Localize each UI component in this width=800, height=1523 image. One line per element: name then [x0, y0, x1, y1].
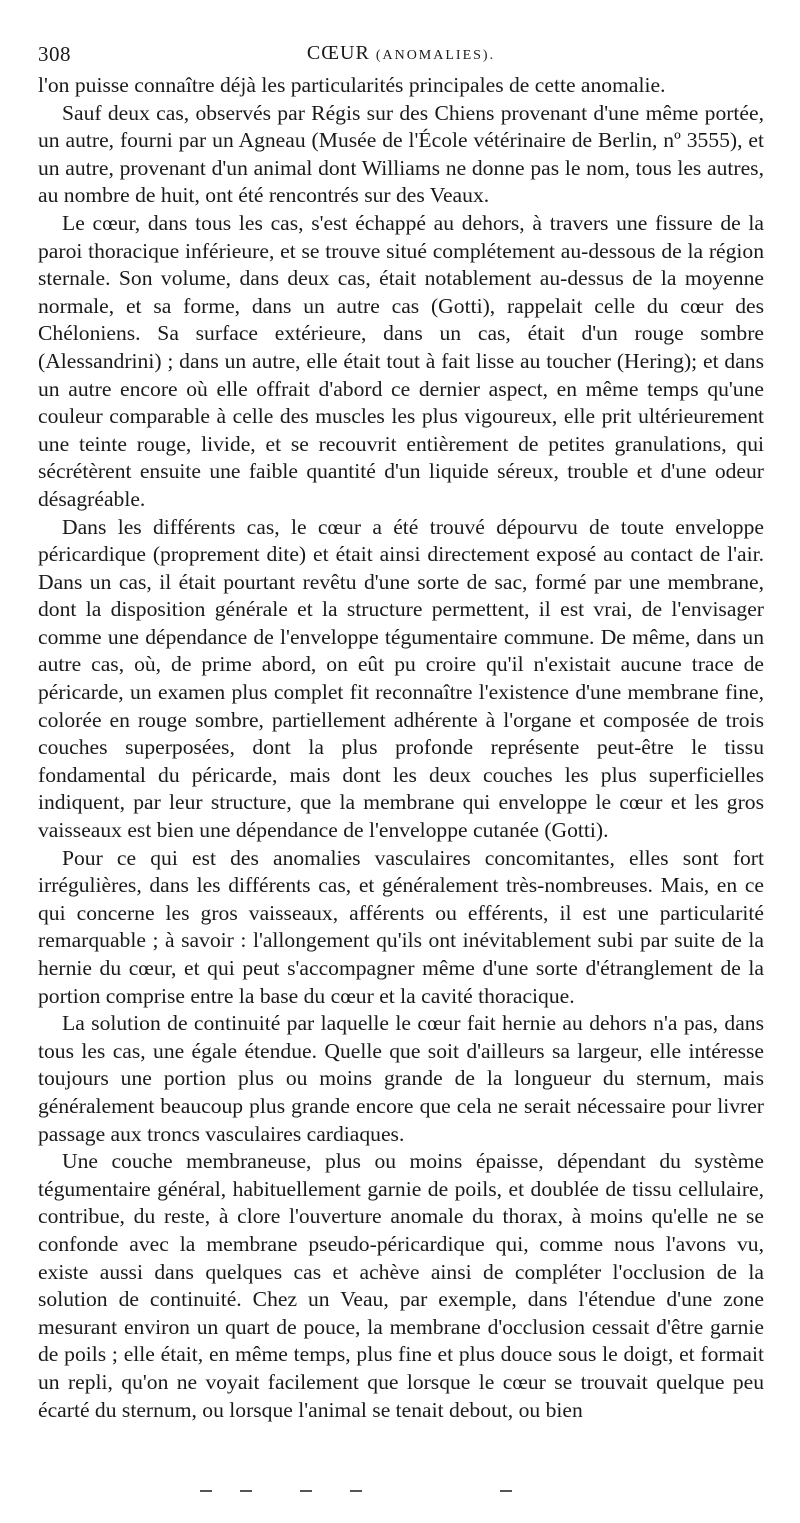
- paragraph-6: La solution de continuité par laquelle le cœur fait hernie au dehors n'a pas, dans tous les cas, une égale étendue. Quelle que soit d'ailleurs sa largeur, elle intéresse toujours une portion plus ou moins grande de la longueur du sternum, mais généralement beaucoup plus grande encore que cela ne serait nécessaire pour livrer passage aux troncs vasculaires cardiaques.: [38, 1011, 764, 1146]
- running-title-main: CŒUR: [306, 42, 370, 64]
- paragraph-4: Dans les différents cas, le cœur a été trouvé dépourvu de toute enveloppe péricardique (proprement dite) et était ainsi directement exposé au contact de l'air. Dans un cas, il était pourtant revêtu d'une sorte de sac, formé par une membrane, dont la disposition générale et la structure permettent, il est vrai, de l'envisager comme une dépendance de l'enveloppe tégumentaire commune. De même, dans un autre cas, où, de prime abord, on eût pu croire qu'il n'existait aucune trace de péricarde, un examen plus complet fit reconnaître l'existence d'une membrane fine, colorée en rouge sombre, partiellement adhérente à l'organe et composée de trois couches superposées, dont la plus profonde représente peut-être le tissu fondamental du péricarde, mais dont les deux couches les plus superficielles indiquent, par leur structure, que la membrane qui enveloppe le cœur et les gros vaisseaux est bien une dépendance de l'enveloppe cutanée (Gotti).: [38, 514, 764, 843]
- footer-print-marks: [200, 1490, 600, 1496]
- page-header: [38, 0, 764, 72]
- paragraph-7: Une couche membraneuse, plus ou moins épaisse, dépendant du système tégumentaire général, habituellement garnie de poils, et doublée de tissu cellulaire, contribue, du reste, à clore l'ouverture anomale du thorax, à moins qu'elle ne se confonde avec la membrane pseudo-péricardique qui, comme nous l'avons vu, existe aussi dans quelques cas et achève ainsi de compléter l'occlusion de la solution de continuité. Chez un Veau, par exemple, dans l'étendue d'une zone mesurant environ un quart de pouce, la membrane d'occlusion cessait d'être garnie de poils ; elle était, en même temps, plus fine et plus douce sous le doigt, et formait un repli, qu'on ne voyait facilement que lorsque le cœur se trouvait quelque peu écarté du sternum, ou lorsque l'animal se tenait debout, ou bien: [38, 1149, 764, 1422]
- running-title: [38, 42, 764, 65]
- paragraph-2: Sauf deux cas, observés par Régis sur des Chiens provenant d'une même portée, un autre, fourni par un Agneau (Musée de l'École vétérinaire de Berlin, nº 3555), et un autre, provenant d'un animal dont Williams ne donne pas le nom, tous les autres, au nombre de huit, ont été rencontrés sur des Veaux.: [38, 100, 764, 208]
- paragraph-3: Le cœur, dans tous les cas, s'est échappé au dehors, à travers une fissure de la paroi thoracique inférieure, et se trouve situé complétement au-dessous de la région sternale. Son volume, dans deux cas, était notablement au-dessus de la moyenne normale, et sa forme, dans un autre cas (Gotti), rappelait celle du cœur des Chéloniens. Sa surface extérieure, dans un cas, était d'un rouge sombre (Alessandrini) ; dans un autre, elle était tout à fait lisse au toucher (Hering); et dans un autre encore où elle offrait d'abord ce dernier aspect, en même temps qu'une couleur comparable à celle des muscles les plus vigoureux, elle prit ultérieurement une teinte rouge, livide, et se recouvrit entièrement de petites granulations, qui sécrétèrent ensuite une faible quantité d'un liquide séreux, trouble et d'une odeur désagréable.: [38, 210, 764, 511]
- paragraph-5: Pour ce qui est des anomalies vasculaires concomitantes, elles sont fort irrégulières, dans les différents cas, et généralement très-nombreuses. Mais, en ce qui concerne les gros vaisseaux, afférents ou efférents, il est une particularité remarquable ; à savoir : l'allongement qu'ils ont inévitablement subi par suite de la hernie du cœur, et qui peut s'accompagner même d'une sorte d'étranglement de la portion comprise entre la base du cœur et la cavité thoracique.: [38, 845, 764, 1008]
- running-title-sub: (ANOMALIES).: [375, 48, 496, 63]
- paragraph-1: l'on puisse connaître déjà les particularités principales de cette anomalie.: [38, 73, 666, 97]
- body-text: [38, 72, 764, 1424]
- page-number: 308: [38, 42, 71, 66]
